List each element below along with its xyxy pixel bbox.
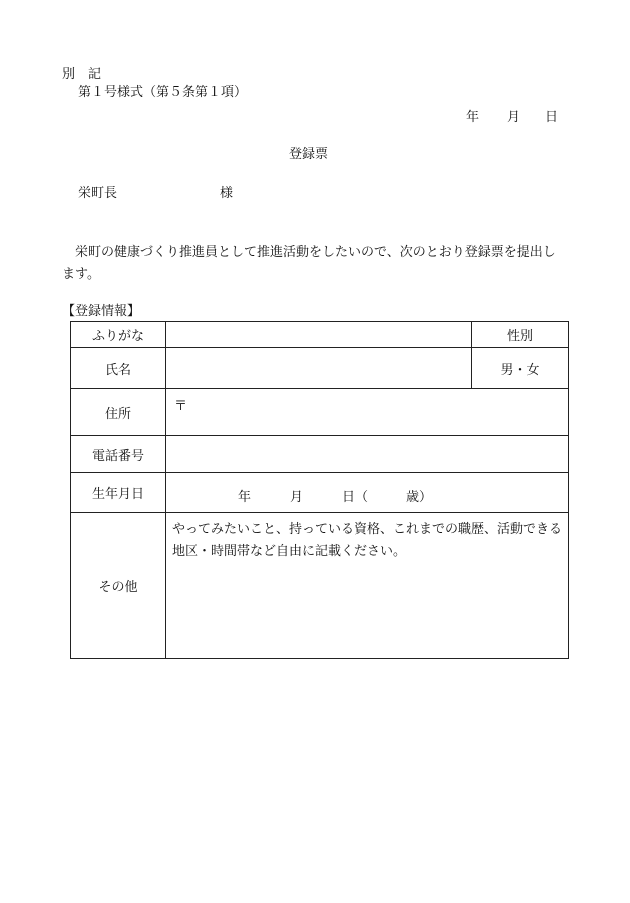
row-address: [71, 389, 569, 436]
dob-input[interactable]: [166, 473, 569, 513]
registration-table: [70, 321, 569, 659]
date-line: [0, 106, 630, 125]
addressee-honorific: 様: [220, 186, 234, 201]
name-label: 氏名: [71, 348, 166, 389]
furigana-input[interactable]: [166, 322, 472, 348]
gender-options[interactable]: 男・女: [472, 348, 569, 389]
other-hint: やってみたいこと、持っている資格、これまでの職歴、活動できる地区・時間帯など自由に記載ください。: [172, 522, 563, 559]
row-other: [71, 513, 569, 659]
name-input[interactable]: [166, 348, 472, 389]
row-name: [71, 348, 569, 389]
other-label: その他: [71, 513, 166, 659]
dob-label: 生年月日: [71, 473, 166, 513]
postal-mark: 〒: [174, 399, 188, 414]
form-number: 第１号様式（第５条第１項）: [78, 85, 248, 100]
address-input[interactable]: [166, 389, 569, 436]
date-year: 年: [466, 110, 480, 125]
date-month: 月: [507, 110, 521, 125]
other-input[interactable]: [166, 513, 569, 659]
gender-label: 性別: [472, 322, 569, 348]
intro-paragraph: [62, 242, 562, 286]
appendix-label: 別 記: [62, 67, 102, 82]
row-phone: [71, 436, 569, 473]
document-title: 登録票: [289, 147, 329, 162]
address-label: 住所: [71, 389, 166, 436]
date-day: 日: [545, 110, 559, 125]
addressee-name: 栄町長: [78, 186, 118, 201]
row-dob: [71, 473, 569, 513]
section-label: 【登録情報】: [62, 304, 141, 319]
row-furigana: [71, 322, 569, 348]
intro-text: 栄町の健康づくり推進員として推進活動をしたいので、次のとおり登録票を提出します。: [62, 245, 556, 282]
dob-age: 歳）: [406, 489, 433, 505]
phone-label: 電話番号: [71, 436, 166, 473]
furigana-label: ふりがな: [71, 322, 166, 348]
dob-year: 年: [238, 489, 252, 505]
phone-input[interactable]: [166, 436, 569, 473]
dob-month: 月: [290, 489, 304, 505]
dob-day: 日（: [342, 489, 369, 505]
